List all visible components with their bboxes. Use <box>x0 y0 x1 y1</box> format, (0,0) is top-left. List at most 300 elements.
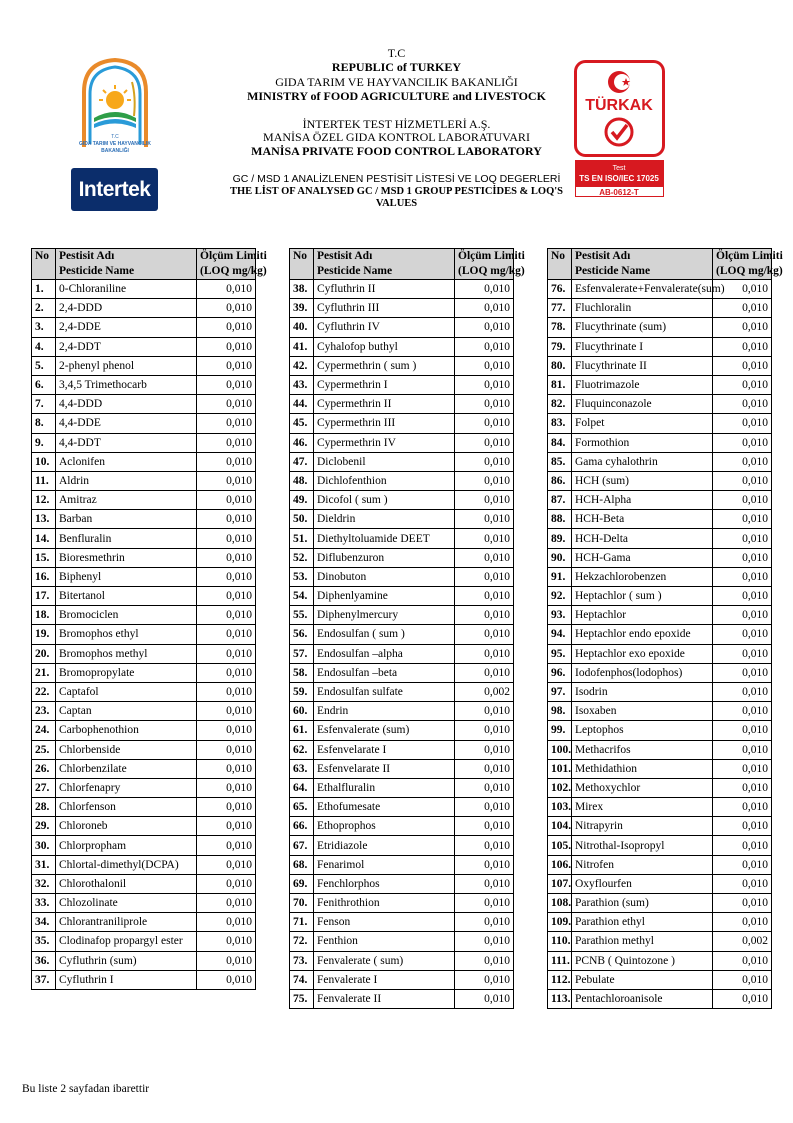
row-number: 48. <box>290 471 314 490</box>
table-row <box>32 894 256 913</box>
loq-value: 0,010 <box>197 587 256 606</box>
table-row <box>32 759 256 778</box>
row-number: 28. <box>32 798 56 817</box>
row-number: 78. <box>548 318 572 337</box>
loq-value: 0,010 <box>713 625 772 644</box>
loq-value: 0,010 <box>713 606 772 625</box>
table-row <box>32 817 256 836</box>
header-name-en: Pesticide Name <box>572 264 713 280</box>
pesticide-name: Parathion ethyl <box>572 913 713 932</box>
table-row <box>548 356 772 375</box>
table-row <box>548 817 772 836</box>
row-number: 96. <box>548 663 572 682</box>
row-number: 33. <box>32 894 56 913</box>
loq-value: 0,010 <box>197 299 256 318</box>
row-number: 52. <box>290 548 314 567</box>
loq-value: 0,010 <box>713 452 772 471</box>
row-number: 69. <box>290 874 314 893</box>
table-row <box>290 740 514 759</box>
loq-value: 0,010 <box>197 682 256 701</box>
table-row <box>32 567 256 586</box>
row-number: 105. <box>548 836 572 855</box>
pesticide-name: Fenithrothion <box>314 894 455 913</box>
pesticide-name: 2-phenyl phenol <box>56 356 197 375</box>
table-row <box>548 932 772 951</box>
table-row <box>548 951 772 970</box>
pesticide-name: 4,4-DDE <box>56 414 197 433</box>
table-row <box>548 433 772 452</box>
header-no: No <box>290 249 314 265</box>
loq-value: 0,010 <box>455 989 514 1008</box>
loq-value: 0,010 <box>197 932 256 951</box>
loq-value: 0,010 <box>455 817 514 836</box>
loq-value: 0,010 <box>197 318 256 337</box>
pesticide-name: Captafol <box>56 682 197 701</box>
loq-value: 0,010 <box>713 567 772 586</box>
loq-value: 0,010 <box>197 663 256 682</box>
loq-value: 0,010 <box>713 855 772 874</box>
loq-value: 0,010 <box>197 970 256 989</box>
loq-value: 0,010 <box>713 471 772 490</box>
row-number: 62. <box>290 740 314 759</box>
loq-value: 0,010 <box>197 798 256 817</box>
pesticide-table-3 <box>547 248 783 1009</box>
pesticide-name: Bitertanol <box>56 587 197 606</box>
pesticide-name: HCH-Beta <box>572 510 713 529</box>
pesticide-name: Gama cyhalothrin <box>572 452 713 471</box>
table-row <box>548 989 772 1008</box>
table-row <box>290 491 514 510</box>
pesticide-name: Endosulfan sulfate <box>314 682 455 701</box>
loq-value: 0,010 <box>197 375 256 394</box>
table-row <box>290 356 514 375</box>
header-name-tr: Pestisit Adı <box>572 249 713 265</box>
pesticide-name: Cyfluthrin II <box>314 280 455 299</box>
svg-text:AB-0612-T: AB-0612-T <box>599 188 639 197</box>
table-row <box>32 836 256 855</box>
table-row <box>32 702 256 721</box>
table-row <box>548 894 772 913</box>
pesticide-name: HCH-Gama <box>572 548 713 567</box>
row-number: 58. <box>290 663 314 682</box>
loq-value: 0,010 <box>455 280 514 299</box>
loq-value: 0,010 <box>455 299 514 318</box>
table-row <box>548 414 772 433</box>
pesticide-name: Formothion <box>572 433 713 452</box>
pesticide-name: Fluchloralin <box>572 299 713 318</box>
row-number: 59. <box>290 682 314 701</box>
loq-value: 0,010 <box>455 644 514 663</box>
table-row <box>290 606 514 625</box>
pesticide-name: Fenthion <box>314 932 455 951</box>
table-row <box>290 318 514 337</box>
loq-value: 0,010 <box>197 855 256 874</box>
row-number: 68. <box>290 855 314 874</box>
table-row <box>548 299 772 318</box>
loq-value: 0,010 <box>713 644 772 663</box>
table-row <box>290 452 514 471</box>
loq-value: 0,010 <box>455 759 514 778</box>
row-number: 10. <box>32 452 56 471</box>
row-number: 35. <box>32 932 56 951</box>
loq-value: 0,010 <box>713 740 772 759</box>
row-number: 42. <box>290 356 314 375</box>
pesticide-name: PCNB ( Quintozone ) <box>572 951 713 970</box>
pesticide-name: Chlorothalonil <box>56 874 197 893</box>
loq-value: 0,010 <box>455 663 514 682</box>
table-row <box>290 587 514 606</box>
table-row <box>290 529 514 548</box>
table-row <box>290 817 514 836</box>
table-row <box>290 567 514 586</box>
loq-value: 0,010 <box>197 548 256 567</box>
table-row <box>32 778 256 797</box>
loq-value: 0,010 <box>197 817 256 836</box>
loq-value: 0,010 <box>713 299 772 318</box>
loq-value: 0,010 <box>455 721 514 740</box>
header-name-tr: Pestisit Adı <box>56 249 197 265</box>
table-row <box>32 452 256 471</box>
loq-value: 0,010 <box>713 759 772 778</box>
pesticide-name: Leptophos <box>572 721 713 740</box>
table-row <box>290 414 514 433</box>
table-row <box>548 529 772 548</box>
table-row <box>290 299 514 318</box>
loq-value: 0,010 <box>713 836 772 855</box>
pesticide-name: Chlorantraniliprole <box>56 913 197 932</box>
row-number: 92. <box>548 587 572 606</box>
header-no-blank <box>32 264 56 280</box>
pesticide-name: Diphenylmercury <box>314 606 455 625</box>
pesticide-name: 4,4-DDD <box>56 395 197 414</box>
row-number: 19. <box>32 625 56 644</box>
row-number: 32. <box>32 874 56 893</box>
table-row <box>32 913 256 932</box>
row-number: 65. <box>290 798 314 817</box>
pesticide-name: HCH (sum) <box>572 471 713 490</box>
pesticide-name: Isoxaben <box>572 702 713 721</box>
pesticide-name: Fenarimol <box>314 855 455 874</box>
pesticide-name: Esfenvelarate II <box>314 759 455 778</box>
table-row <box>548 836 772 855</box>
page-footer-note: Bu liste 2 sayfadan ibarettir <box>22 1083 150 1095</box>
row-number: 7. <box>32 395 56 414</box>
pesticide-name: Diphenlyamine <box>314 587 455 606</box>
pesticide-name: 2,4-DDD <box>56 299 197 318</box>
pesticide-name: Barban <box>56 510 197 529</box>
row-number: 45. <box>290 414 314 433</box>
loq-value: 0,002 <box>713 932 772 951</box>
table-row <box>548 663 772 682</box>
pesticide-name: 0-Chloraniline <box>56 280 197 299</box>
row-number: 60. <box>290 702 314 721</box>
table-row <box>32 970 256 989</box>
loq-value: 0,010 <box>713 337 772 356</box>
pesticide-name: Dichlofenthion <box>314 471 455 490</box>
loq-value: 0,010 <box>455 874 514 893</box>
svg-text:GIDA TARIM VE HAYVANCILIK: GIDA TARIM VE HAYVANCILIK <box>79 141 151 147</box>
row-number: 94. <box>548 625 572 644</box>
pesticide-name: Pentachloroanisole <box>572 989 713 1008</box>
loq-value: 0,010 <box>197 471 256 490</box>
loq-value: 0,010 <box>713 529 772 548</box>
svg-text:BAKANLIĞI: BAKANLIĞI <box>101 148 129 154</box>
table-row <box>32 471 256 490</box>
table-row <box>548 682 772 701</box>
loq-value: 0,010 <box>455 318 514 337</box>
pesticide-name: 2,4-DDE <box>56 318 197 337</box>
row-number: 61. <box>290 721 314 740</box>
loq-value: 0,010 <box>713 414 772 433</box>
loq-value: 0,010 <box>455 548 514 567</box>
row-number: 1. <box>32 280 56 299</box>
row-number: 31. <box>32 855 56 874</box>
header-loq-en: (LOQ mg/kg) <box>713 264 772 280</box>
loq-value: 0,010 <box>197 759 256 778</box>
loq-value: 0,010 <box>713 970 772 989</box>
table-row <box>32 395 256 414</box>
pesticide-name: Clodinafop propargyl ester <box>56 932 197 951</box>
table-row <box>32 433 256 452</box>
pesticide-name: Cypermethrin I <box>314 375 455 394</box>
row-number: 29. <box>32 817 56 836</box>
row-number: 74. <box>290 970 314 989</box>
table-row <box>548 759 772 778</box>
row-number: 27. <box>32 778 56 797</box>
loq-value: 0,010 <box>713 433 772 452</box>
pesticide-name: Methacrifos <box>572 740 713 759</box>
header-loq-en: (LOQ mg/kg) <box>455 264 514 280</box>
loq-value: 0,010 <box>197 702 256 721</box>
pesticide-name: Cyfluthrin III <box>314 299 455 318</box>
loq-value: 0,010 <box>455 740 514 759</box>
row-number: 75. <box>290 989 314 1008</box>
pesticide-name: Flucythrinate (sum) <box>572 318 713 337</box>
loq-value: 0,010 <box>455 414 514 433</box>
loq-value: 0,010 <box>713 395 772 414</box>
table-row <box>548 855 772 874</box>
loq-value: 0,010 <box>197 951 256 970</box>
row-number: 71. <box>290 913 314 932</box>
loq-value: 0,010 <box>713 951 772 970</box>
table-row <box>32 682 256 701</box>
pesticide-name: Folpet <box>572 414 713 433</box>
loq-value: 0,010 <box>455 855 514 874</box>
header-no: No <box>32 249 56 265</box>
table-row <box>548 644 772 663</box>
pesticide-name: Fenvalerate I <box>314 970 455 989</box>
row-number: 67. <box>290 836 314 855</box>
header-loq-tr: Ölçüm Limiti <box>713 249 772 265</box>
row-number: 44. <box>290 395 314 414</box>
loq-value: 0,010 <box>197 913 256 932</box>
row-number: 43. <box>290 375 314 394</box>
row-number: 49. <box>290 491 314 510</box>
row-number: 3. <box>32 318 56 337</box>
pesticide-name: Chlortal-dimethyl(DCPA) <box>56 855 197 874</box>
loq-value: 0,010 <box>713 587 772 606</box>
row-number: 93. <box>548 606 572 625</box>
table-row <box>32 644 256 663</box>
header-list-en-2: VALUES <box>375 198 418 209</box>
pesticide-name: HCH-Delta <box>572 529 713 548</box>
pesticide-table-2 <box>289 248 525 1009</box>
pesticide-name: Cyfluthrin I <box>56 970 197 989</box>
pesticide-name: Chlorfenapry <box>56 778 197 797</box>
row-number: 21. <box>32 663 56 682</box>
pesticide-name: 3,4,5 Trimethocarb <box>56 375 197 394</box>
header-no-blank <box>548 264 572 280</box>
row-number: 63. <box>290 759 314 778</box>
pesticide-name: Methoxychlor <box>572 778 713 797</box>
row-number: 70. <box>290 894 314 913</box>
loq-value: 0,010 <box>197 836 256 855</box>
pesticide-name: Cypermethrin III <box>314 414 455 433</box>
row-number: 13. <box>32 510 56 529</box>
table-row <box>548 375 772 394</box>
pesticide-name: Flucythrinate I <box>572 337 713 356</box>
row-number: 87. <box>548 491 572 510</box>
header-list-en: THE LİST OF ANALYSED GC / MSD 1 GROUP PESTICİDES & LOQ'S <box>229 186 564 197</box>
pesticide-name: Isodrin <box>572 682 713 701</box>
row-number: 5. <box>32 356 56 375</box>
loq-value: 0,010 <box>197 894 256 913</box>
pesticide-name: Chloroneb <box>56 817 197 836</box>
pesticide-name: 4,4-DDT <box>56 433 197 452</box>
pesticide-name: Ethoprophos <box>314 817 455 836</box>
row-number: 22. <box>32 682 56 701</box>
loq-value: 0,010 <box>455 836 514 855</box>
table-row <box>548 395 772 414</box>
loq-value: 0,010 <box>455 567 514 586</box>
row-number: 89. <box>548 529 572 548</box>
row-number: 36. <box>32 951 56 970</box>
svg-text:TÜRKAK: TÜRKAK <box>585 97 653 114</box>
loq-value: 0,010 <box>713 491 772 510</box>
table-row <box>32 337 256 356</box>
pesticide-name: Endosulfan ( sum ) <box>314 625 455 644</box>
header-name-en: Pesticide Name <box>314 264 455 280</box>
loq-value: 0,010 <box>455 375 514 394</box>
table-row <box>548 874 772 893</box>
pesticide-name: Parathion methyl <box>572 932 713 951</box>
pesticide-name: Dicofol ( sum ) <box>314 491 455 510</box>
table-row <box>290 625 514 644</box>
pesticide-table-1 <box>31 248 267 990</box>
loq-value: 0,010 <box>197 778 256 797</box>
pesticide-name: Esfenvalerate+Fenvalerate(sum) <box>572 280 713 299</box>
loq-value: 0,010 <box>713 874 772 893</box>
row-number: 101. <box>548 759 572 778</box>
loq-value: 0,010 <box>197 491 256 510</box>
row-number: 23. <box>32 702 56 721</box>
loq-value: 0,010 <box>713 913 772 932</box>
loq-value: 0,010 <box>713 778 772 797</box>
pesticide-name: Pebulate <box>572 970 713 989</box>
table-row <box>32 606 256 625</box>
table-row <box>290 836 514 855</box>
pesticide-name: Etridiazole <box>314 836 455 855</box>
table-row <box>548 702 772 721</box>
loq-value: 0,010 <box>713 989 772 1008</box>
pesticide-name: Methidathion <box>572 759 713 778</box>
loq-value: 0,010 <box>713 817 772 836</box>
loq-value: 0,010 <box>455 452 514 471</box>
table-row <box>290 932 514 951</box>
row-number: 110. <box>548 932 572 951</box>
pesticide-name: Heptachlor endo epoxide <box>572 625 713 644</box>
table-row <box>548 970 772 989</box>
row-number: 91. <box>548 567 572 586</box>
loq-value: 0,010 <box>455 337 514 356</box>
row-number: 9. <box>32 433 56 452</box>
loq-value: 0,010 <box>197 356 256 375</box>
header-name-en: Pesticide Name <box>56 264 197 280</box>
row-number: 85. <box>548 452 572 471</box>
pesticide-name: Nitrofen <box>572 855 713 874</box>
table-row <box>290 778 514 797</box>
table-row <box>290 951 514 970</box>
row-number: 41. <box>290 337 314 356</box>
row-number: 26. <box>32 759 56 778</box>
table-row <box>32 375 256 394</box>
table-row <box>32 721 256 740</box>
row-number: 66. <box>290 817 314 836</box>
table-row <box>290 663 514 682</box>
loq-value: 0,010 <box>197 510 256 529</box>
table-row <box>32 318 256 337</box>
loq-value: 0,010 <box>713 280 772 299</box>
loq-value: 0,010 <box>455 587 514 606</box>
pesticide-name: Chlorfenson <box>56 798 197 817</box>
row-number: 53. <box>290 567 314 586</box>
loq-value: 0,010 <box>197 740 256 759</box>
loq-value: 0,010 <box>197 606 256 625</box>
table-row <box>290 874 514 893</box>
loq-value: 0,010 <box>455 433 514 452</box>
loq-value: 0,010 <box>455 529 514 548</box>
loq-value: 0,010 <box>455 970 514 989</box>
table-row <box>32 510 256 529</box>
pesticide-name: Cyfluthrin (sum) <box>56 951 197 970</box>
row-number: 90. <box>548 548 572 567</box>
table-row <box>32 587 256 606</box>
table-row <box>548 798 772 817</box>
table-row <box>548 452 772 471</box>
table-row <box>290 395 514 414</box>
loq-value: 0,010 <box>713 702 772 721</box>
pesticide-name: Bromopropylate <box>56 663 197 682</box>
loq-value: 0,010 <box>455 625 514 644</box>
loq-value: 0,010 <box>713 375 772 394</box>
table-row <box>32 855 256 874</box>
pesticide-name: Amitraz <box>56 491 197 510</box>
loq-value: 0,010 <box>197 874 256 893</box>
row-number: 15. <box>32 548 56 567</box>
row-number: 107. <box>548 874 572 893</box>
row-number: 83. <box>548 414 572 433</box>
row-number: 34. <box>32 913 56 932</box>
pesticide-name: Biphenyl <box>56 567 197 586</box>
header-name-tr: Pestisit Adı <box>314 249 455 265</box>
loq-value: 0,010 <box>713 798 772 817</box>
pesticide-name: Diethyltoluamide DEET <box>314 529 455 548</box>
header-loq-tr: Ölçüm Limiti <box>197 249 256 265</box>
pesticide-name: Endrin <box>314 702 455 721</box>
pesticide-name: Chlozolinate <box>56 894 197 913</box>
row-number: 100. <box>548 740 572 759</box>
pesticide-name: Chlorpropham <box>56 836 197 855</box>
